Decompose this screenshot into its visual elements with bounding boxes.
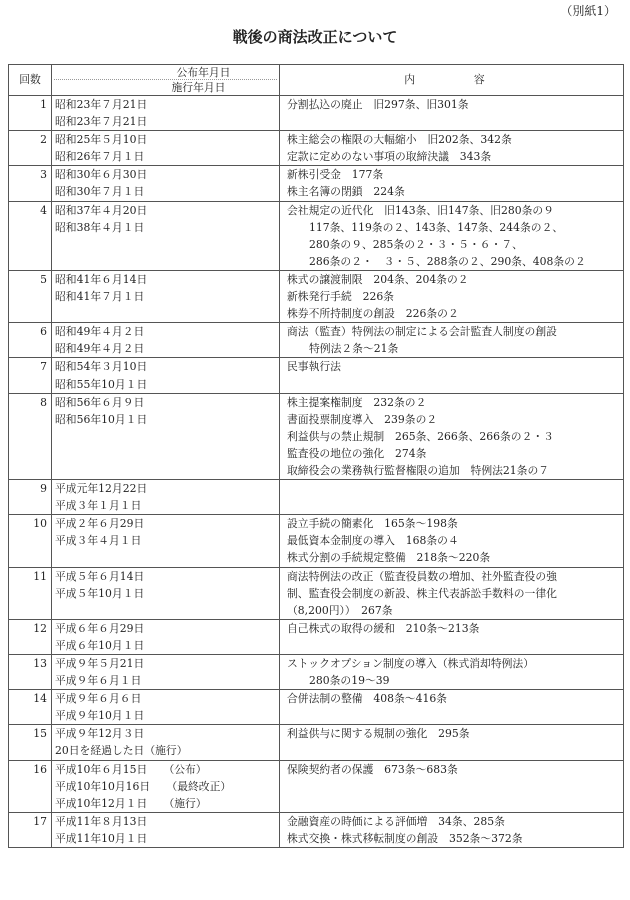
date-line: 平成10年10月16日 （最終改正） [55,779,232,793]
row-content [280,725,624,760]
row-content [280,358,624,393]
date-line: 昭和54年３月10日 [55,360,148,374]
row-dates [52,201,280,270]
date-line: 昭和30年７月１日 [55,185,145,199]
content-line: 利益供与に関する規制の強化 295条 [287,727,470,741]
row-content [280,515,624,567]
content-line: 金融資産の時価による評価増 34条、285条 [287,814,505,828]
row-content [280,201,624,270]
table-row [9,96,624,131]
table-row [9,358,624,393]
table-row [9,166,624,201]
content-line: 会社規定の近代化 旧143条、旧147条、旧280条の９ [287,203,554,217]
date-line: 平成９年５月21日 [55,657,145,670]
date-line: 昭和56年６月９日 [55,395,145,409]
date-line: 平成９年12月３日 [55,727,145,741]
content-line: 定款に定めのない事項の取締決議 343条 [287,150,492,164]
table-row [9,725,624,760]
header-promulgation-date: 公布年月日 [54,65,277,80]
row-content [280,270,624,322]
row-dates [52,725,280,760]
row-dates [52,131,280,166]
row-dates [52,393,280,479]
content-line: 民事執行法 [287,360,341,374]
header-no: 回数 [9,65,52,96]
header-enforcement-date: 施行年月日 [171,81,226,94]
row-number: 3 [9,166,52,201]
row-dates [52,567,280,619]
content-line: 株主名簿の閉鎖 224条 [287,185,405,199]
content-line: 設立手続の簡素化 165条～198条 [287,517,458,531]
date-line: 平成９年10月１日 [55,709,145,723]
content-line: 株主提案権制度 232条の２ [287,395,427,409]
row-number: 11 [9,567,52,619]
date-line: 平成９年６月６日 [55,692,142,706]
row-content [280,690,624,725]
content-line: 取締役会の業務執行監督権限の追加 特例法21条の７ [287,463,550,477]
table-row [9,515,624,567]
content-line: 新株引受金 177条 [287,168,384,182]
content-line: 書面投票制度導入 239条の２ [287,412,438,426]
header-dates [52,65,280,96]
amendment-table [8,64,624,848]
table-row [9,619,624,654]
row-dates [52,480,280,515]
row-number: 15 [9,725,52,760]
table-row [9,760,624,812]
row-content [280,812,624,847]
table-row [9,567,624,619]
content-line: 286条の２・ ３・５、288条の２、290条、408条の２ [309,254,586,268]
row-number: 16 [9,760,52,812]
row-number: 12 [9,619,52,654]
date-line: 昭和55年10月１日 [55,377,148,391]
row-content [280,323,624,358]
content-line: 商法特例法の改正（監査役員数の増加、社外監査役の強 [287,569,557,583]
content-line: 117条、119条の２、143条、147条、244条の２、 [309,220,564,234]
content-line: 制、監査役会制度の新設、株主代表訴訟手数料の一律化 [287,586,557,600]
table-row [9,812,624,847]
date-line: 平成５年10月１日 [55,586,145,600]
row-number: 4 [9,201,52,270]
row-dates [52,166,280,201]
table-row [9,655,624,690]
row-number: 9 [9,480,52,515]
content-line: 株券不所持制度の創設 226条の２ [287,307,459,321]
date-line: 昭和25年５月10日 [55,133,148,147]
header-content: 内 容 [280,65,624,96]
table-row [9,270,624,322]
date-line: 平成11年10月１日 [55,831,148,845]
content-line: 株式分割の手続規定整備 218条～220条 [287,551,491,565]
date-line: 昭和41年６月14日 [55,272,148,286]
row-content [280,655,624,690]
content-line: 新株発行手続 226条 [287,290,394,304]
content-line: 商法（監査）特例法の制定による会計監査人制度の創設 [287,325,557,339]
date-line: 昭和26年７月１日 [55,150,145,164]
date-line: 昭和49年４月２日 [55,342,145,356]
content-line: 280条の９、285条の２・３・５・６・７、 [309,237,523,251]
content-line: 保険契約者の保護 673条～683条 [287,762,458,776]
row-dates [52,760,280,812]
row-content [280,567,624,619]
date-line: 昭和49年４月２日 [55,325,145,339]
date-line: 昭和56年10月１日 [55,412,148,426]
content-line: 株式の譲渡制限 204条、204条の２ [287,272,469,286]
row-number: 10 [9,515,52,567]
row-number: 13 [9,655,52,690]
table-row [9,201,624,270]
row-number: 6 [9,323,52,358]
table-row [9,480,624,515]
row-number: 1 [9,96,52,131]
date-line: 平成元年12月22日 [55,482,148,496]
date-line: 昭和23年７月21日 [55,115,148,129]
date-line: 平成３年１月１日 [55,499,142,513]
row-content [280,480,624,515]
row-dates [52,655,280,690]
row-number: 14 [9,690,52,725]
date-line: 平成11年８月13日 [55,814,148,828]
content-line: 監査役の地位の強化 274条 [287,446,427,460]
row-content [280,760,624,812]
date-line: 平成６年10月１日 [55,638,145,652]
content-line: 最低資本金制度の導入 168条の４ [287,534,459,548]
date-line: 平成９年６月１日 [55,674,142,688]
row-content [280,166,624,201]
table-header-row [9,65,624,96]
content-line: 280条の19～39 [309,674,390,688]
row-dates [52,270,280,322]
date-line: 平成６年６月29日 [55,621,145,635]
row-dates [52,515,280,567]
row-number: 17 [9,812,52,847]
date-line: 昭和37年４月20日 [55,203,148,217]
date-line: 平成10年12月１日 （施行） [55,796,207,810]
row-dates [52,690,280,725]
content-line: 利益供与の禁止規制 265条、266条、266条の２・３ [287,429,554,443]
row-dates [52,358,280,393]
content-line: 特例法２条～21条 [309,342,399,356]
row-dates [52,323,280,358]
date-line: 昭和30年６月30日 [55,168,148,182]
content-line: 分割払込の廃止 旧297条、旧301条 [287,98,469,111]
date-line: 昭和41年７月１日 [55,290,145,304]
row-content [280,619,624,654]
row-content [280,393,624,479]
date-line: 平成５年６月14日 [55,569,145,583]
date-line: 20日を経過した日（施行） [55,744,188,758]
content-line: ストックオプション制度の導入（株式消却特例法） [287,657,535,670]
table-row [9,131,624,166]
row-number: 2 [9,131,52,166]
date-line: 平成２年６月29日 [55,517,145,531]
annex-label: （別紙1） [560,4,616,18]
table-body [9,96,624,848]
date-line: 平成３年４月１日 [55,534,142,548]
date-line: 昭和38年４月１日 [55,220,145,234]
date-line: 昭和23年７月21日 [55,98,148,111]
date-line: 平成10年６月15日 （公布） [55,762,207,776]
content-line: 株主総会の権限の大幅縮小 旧202条、342条 [287,133,512,147]
row-dates [52,96,280,131]
table-row [9,323,624,358]
content-line: 株式交換・株式移転制度の創設 352条～372条 [287,831,523,845]
row-number: 5 [9,270,52,322]
content-line: 合併法制の整備 408条～416条 [287,692,447,706]
content-line: （8,200円）） 267条 [287,603,393,617]
table-row [9,690,624,725]
row-dates [52,619,280,654]
row-number: 7 [9,358,52,393]
row-dates [52,812,280,847]
table-row [9,393,624,479]
row-number: 8 [9,393,52,479]
row-content [280,131,624,166]
row-content [280,96,624,131]
page-title: 戦後の商法改正について [232,28,398,46]
content-line: 自己株式の取得の緩和 210条～213条 [287,621,480,635]
